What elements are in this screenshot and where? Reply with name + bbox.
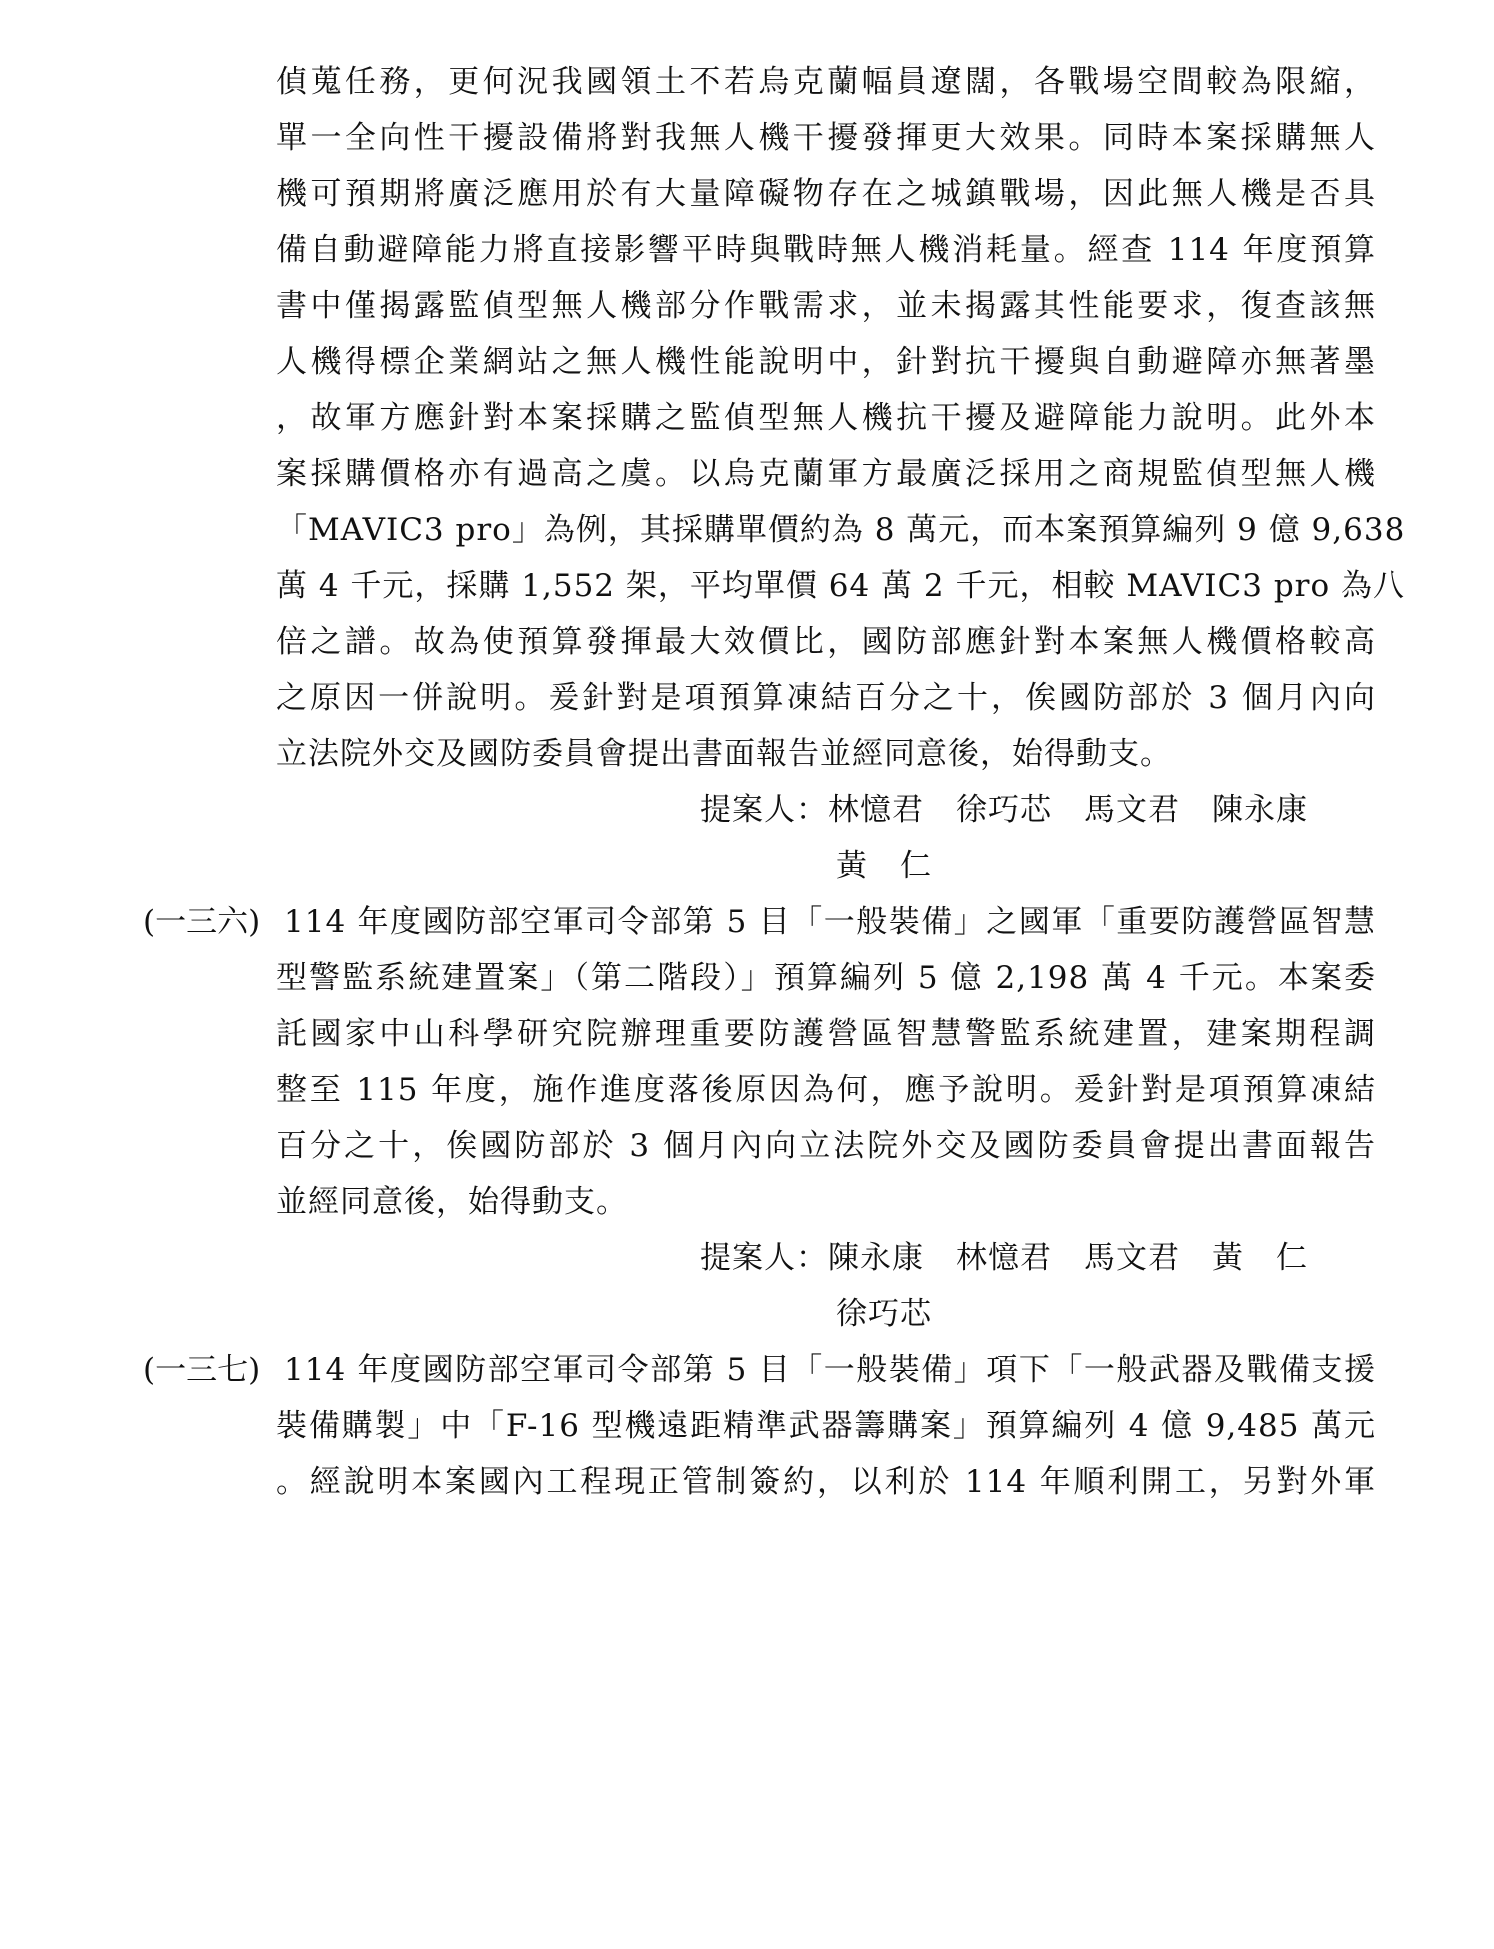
paragraph-line: 百分之十，俟國防部於 3 個月內向立法院外交及國防委員會提出書面報告	[276, 1128, 1376, 1164]
paragraph-line: 機可預期將廣泛應用於有大量障礙物存在之城鎮戰場，因此無人機是否具	[276, 176, 1376, 212]
proposer-signature: 提案人：林憶君 徐巧芯 馬文君 陳永康	[700, 792, 1308, 828]
paragraph-line: 書中僅揭露監偵型無人機部分作戰需求，並未揭露其性能要求，復查該無	[276, 288, 1376, 324]
paragraph-line: 萬 4 千元，採購 1,552 架，平均單價 64 萬 2 千元，相較 MAVIC3 pro 為八	[276, 568, 1406, 604]
paragraph-line: 託國家中山科學研究院辦理重要防護營區智慧警監系統建置，建案期程調	[276, 1016, 1376, 1052]
item-number: (一三六)	[143, 904, 261, 940]
item-first-line: 114 年度國防部空軍司令部第 5 目「一般裝備」項下「一般武器及戰備支援	[284, 1352, 1376, 1388]
paragraph-line: 「MAVIC3 pro」為例，其採購單價約為 8 萬元，而本案預算編列 9 億 9,638	[276, 512, 1406, 548]
paragraph-line: 人機得標企業網站之無人機性能說明中，針對抗干擾與自動避障亦無著墨	[276, 344, 1376, 380]
paragraph-line: 之原因一併說明。爰針對是項預算凍結百分之十，俟國防部於 3 個月內向	[276, 680, 1376, 716]
paragraph-line: 案採購價格亦有過高之虞。以烏克蘭軍方最廣泛採用之商規監偵型無人機	[276, 456, 1376, 492]
paragraph-line: 單一全向性干擾設備將對我無人機干擾發揮更大效果。同時本案採購無人	[276, 120, 1376, 156]
proposer-signature: 提案人：陳永康 林憶君 馬文君 黃 仁	[700, 1240, 1308, 1276]
proposer-signature-continued: 徐巧芯	[836, 1296, 932, 1332]
paragraph-line: 型警監系統建置案」（第二階段）」預算編列 5 億 2,198 萬 4 千元。本案委	[276, 960, 1376, 996]
paragraph-line: 。經說明本案國內工程現正管制簽約，以利於 114 年順利開工，另對外軍	[276, 1464, 1376, 1500]
item-first-line: 114 年度國防部空軍司令部第 5 目「一般裝備」之國軍「重要防護營區智慧	[284, 904, 1376, 940]
proposer-signature-continued: 黃 仁	[836, 848, 932, 884]
paragraph-line: ，故軍方應針對本案採購之監偵型無人機抗干擾及避障能力說明。此外本	[276, 400, 1376, 436]
item-number: (一三七)	[143, 1352, 261, 1388]
paragraph-line: 整至 115 年度，施作進度落後原因為何，應予說明。爰針對是項預算凍結	[276, 1072, 1376, 1108]
paragraph-line: 備自動避障能力將直接影響平時與戰時無人機消耗量。經查 114 年度預算	[276, 232, 1376, 268]
paragraph-line: 並經同意後，始得動支。	[276, 1184, 628, 1220]
paragraph-line: 裝備購製」中「F-16 型機遠距精準武器籌購案」預算編列 4 億 9,485 萬元	[276, 1408, 1376, 1444]
paragraph-line: 倍之譜。故為使預算發揮最大效價比，國防部應針對本案無人機價格較高	[276, 624, 1376, 660]
paragraph-line: 立法院外交及國防委員會提出書面報告並經同意後，始得動支。	[276, 736, 1172, 772]
paragraph-line: 偵蒐任務，更何況我國領土不若烏克蘭幅員遼闊，各戰場空間較為限縮，	[276, 64, 1376, 100]
